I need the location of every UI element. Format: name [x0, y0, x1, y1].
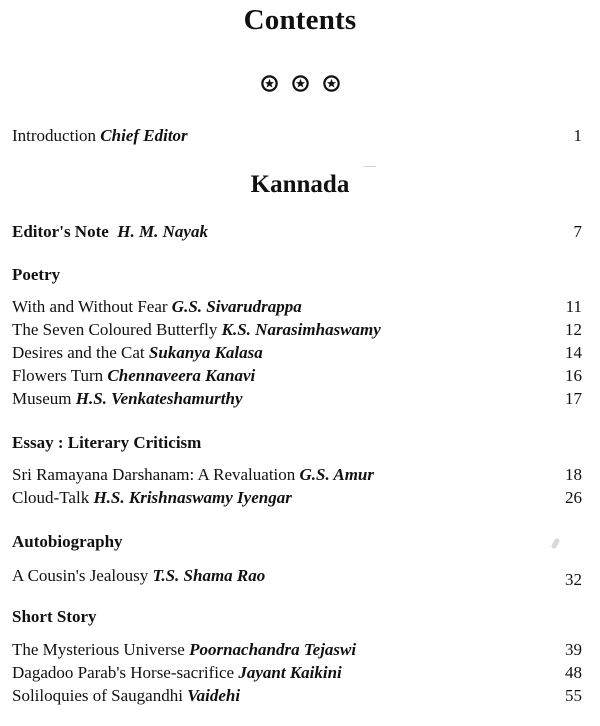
- entry-author: H.S. Krishnaswamy Iyengar: [93, 488, 292, 507]
- entry-author: H.S. Venkateshamurthy: [75, 389, 243, 408]
- entry-author: H. M. Nayak: [117, 222, 208, 241]
- group-heading-essay: Essay : Literary Criticism: [12, 433, 202, 452]
- entry-page-number: 39: [565, 640, 582, 659]
- entry-title: Desires and the Cat: [12, 343, 145, 362]
- entry-page-number: 12: [565, 320, 582, 339]
- entry-page-number: 32: [565, 570, 582, 589]
- entry-text: [12, 221, 208, 243]
- entry-text: [12, 319, 381, 341]
- entry-text: [12, 487, 292, 509]
- toc-entry[interactable]: [12, 565, 582, 587]
- toc-entry[interactable]: [12, 388, 582, 410]
- entry-author: K.S. Narasimhaswamy: [221, 320, 381, 339]
- scan-mark: [364, 166, 376, 167]
- entry-title: The Mysterious Universe: [12, 640, 185, 659]
- group-heading-short-story: Short Story: [12, 607, 97, 626]
- entry-author: G.S. Amur: [299, 465, 374, 484]
- entry-page-number: 55: [565, 686, 582, 705]
- entry-title: Flowers Turn: [12, 366, 104, 385]
- ornament-stars: [0, 75, 600, 92]
- toc-entry[interactable]: [12, 342, 582, 364]
- entry-page-number: 7: [573, 222, 582, 241]
- entry-title: Editor's Note: [12, 222, 109, 241]
- star-circle-icon: [292, 75, 309, 92]
- toc-entry[interactable]: [12, 319, 582, 341]
- entry-title: Cloud-Talk: [12, 488, 90, 507]
- entry-author: T.S. Shama Rao: [152, 566, 266, 585]
- entry-author: G.S. Sivarudrappa: [171, 297, 302, 316]
- entry-page-number: 16: [565, 366, 582, 385]
- entry-text: [12, 464, 374, 486]
- entry-page-number: 11: [565, 297, 582, 316]
- entry-text: [12, 342, 263, 364]
- entry-text: [12, 125, 188, 147]
- scan-speck: [551, 537, 561, 549]
- entry-author: Jayant Kaikini: [238, 663, 342, 682]
- entry-text: [12, 565, 265, 587]
- toc-entry[interactable]: [12, 487, 582, 509]
- entry-title: The Seven Coloured Butterfly: [12, 320, 218, 339]
- entry-author: Poornachandra Tejaswi: [189, 640, 357, 659]
- toc-entry[interactable]: [12, 639, 582, 661]
- section-heading-kannada: Kannada: [250, 171, 350, 198]
- entry-page-number: 48: [565, 663, 582, 682]
- entry-title: With and Without Fear: [12, 297, 168, 316]
- toc-entry[interactable]: [12, 662, 582, 684]
- entry-title: Dagadoo Parab's Horse-sacrifice: [12, 663, 235, 682]
- entry-title: A Cousin's Jealousy: [12, 566, 149, 585]
- page-title: Contents: [243, 4, 357, 36]
- entry-text: [12, 639, 356, 661]
- toc-entry-editors-note[interactable]: [12, 221, 582, 243]
- entry-title: Soliloquies of Saugandhi: [12, 686, 183, 705]
- entry-author: Vaidehi: [187, 686, 241, 705]
- toc-entry[interactable]: [12, 365, 582, 387]
- entry-page-number: 18: [565, 465, 582, 484]
- entry-page-number: 26: [565, 488, 582, 507]
- toc-entry[interactable]: [12, 464, 582, 486]
- entry-text: [12, 685, 240, 707]
- entry-author: Chief Editor: [100, 126, 188, 145]
- entry-text: [12, 662, 342, 684]
- entry-title: Museum: [12, 389, 72, 408]
- entry-page-number: 14: [565, 343, 582, 362]
- toc-entry-introduction[interactable]: [12, 125, 582, 147]
- toc-entry[interactable]: [12, 685, 582, 707]
- entry-page-number: 17: [565, 389, 582, 408]
- entry-text: [12, 388, 243, 410]
- toc-entry[interactable]: [12, 296, 582, 318]
- star-circle-icon: [323, 75, 340, 92]
- star-circle-icon: [261, 75, 278, 92]
- entry-text: [12, 296, 302, 318]
- entry-title: Introduction: [12, 126, 97, 145]
- entry-text: [12, 365, 255, 387]
- entry-author: Chennaveera Kanavi: [107, 366, 256, 385]
- group-heading-poetry: Poetry: [12, 265, 61, 284]
- entry-author: Sukanya Kalasa: [148, 343, 263, 362]
- entry-title: Sri Ramayana Darshanam: A Revaluation: [12, 465, 296, 484]
- group-heading-autobiography: Autobiography: [12, 532, 123, 551]
- entry-page-number: 1: [573, 126, 582, 145]
